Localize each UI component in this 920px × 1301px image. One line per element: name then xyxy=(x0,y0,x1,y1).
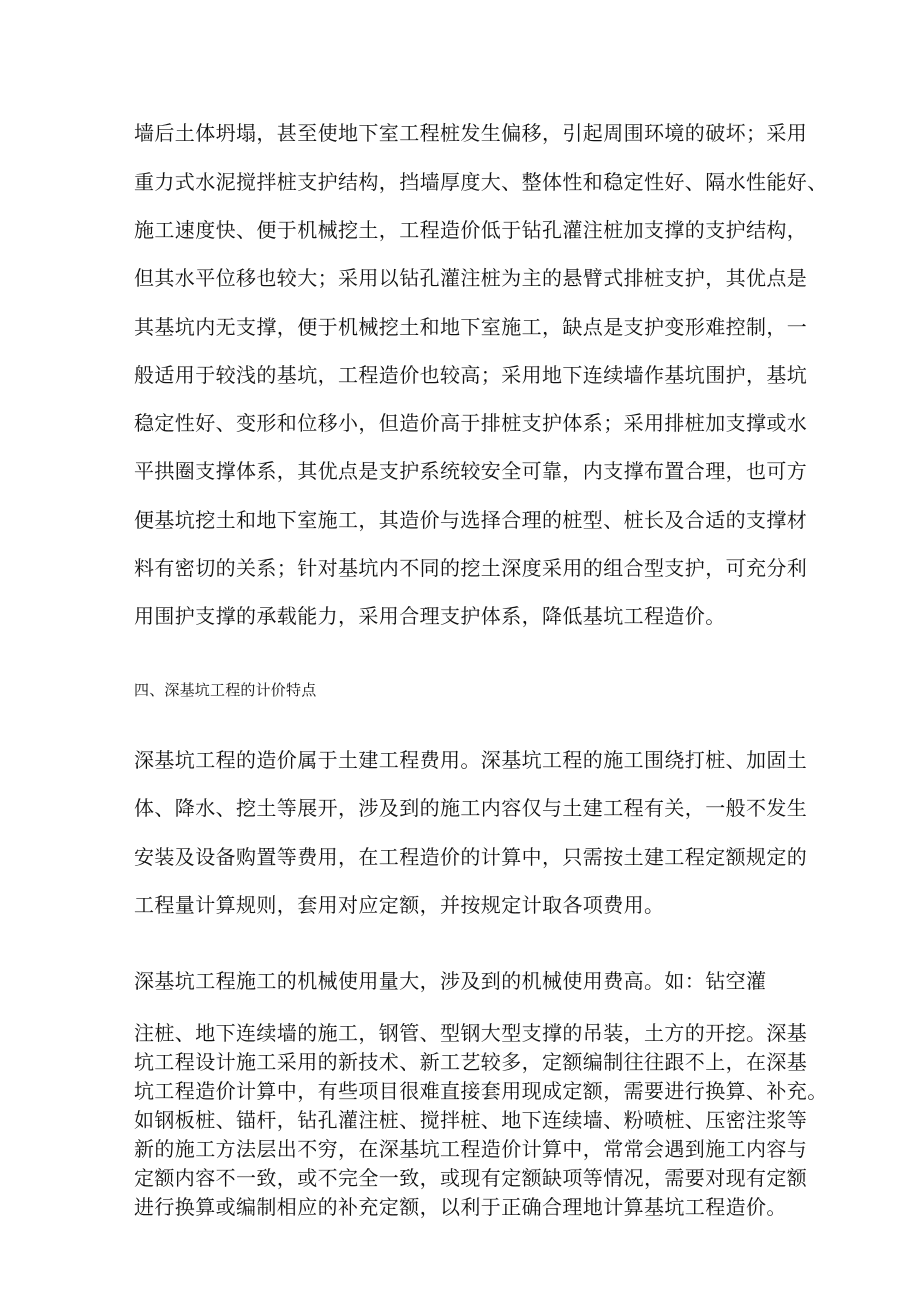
text-line: 坑工程造价计算中，有些项目很难直接套用现成定额，需要进行换算、补充。 xyxy=(134,1079,828,1103)
text-line: 工程量计算规则，套用对应定额，并按规定计取各项费用。 xyxy=(134,893,665,917)
text-line: 深基坑工程施工的机械使用量大，涉及到的机械使用费高。如：钻空灌 xyxy=(134,969,767,993)
text-line: 便基坑挖土和地下室施工，其造价与选择合理的桩型、桩长及合适的支撑材 xyxy=(134,508,808,532)
text-line: 用围护支撑的承载能力，采用合理支护体系，降低基坑工程造价。 xyxy=(134,604,726,628)
section-heading: 四、深基坑工程的计价特点 xyxy=(134,681,317,699)
text-line: 深基坑工程的造价属于土建工程费用。深基坑工程的施工围绕打桩、加固土 xyxy=(134,748,808,772)
text-line: 如钢板桩、锚杆，钻孔灌注桩、搅拌桩、地下连续墙、粉喷桩、压密注浆等 xyxy=(134,1108,808,1132)
text-line: 但其水平位移也较大；采用以钻孔灌注桩为主的悬臂式排桩支护，其优点是 xyxy=(134,266,808,290)
text-line: 料有密切的关系；针对基坑内不同的挖土深度采用的组合型支护，可充分利 xyxy=(134,556,808,580)
text-line: 平拱圈支撑体系，其优点是支护系统较安全可靠，内支撑布置合理，也可方 xyxy=(134,459,808,483)
text-line: 重力式水泥搅拌桩支护结构，挡墙厚度大、整体性和稳定性好、隔水性能好、 xyxy=(134,170,828,194)
text-line: 新的施工方法层出不穷，在深基坑工程造价计算中，常常会遇到施工内容与 xyxy=(134,1137,808,1161)
text-line: 进行换算或编制相应的补充定额，以利于正确合理地计算基坑工程造价。 xyxy=(134,1195,787,1219)
text-line: 体、降水、挖土等展开，涉及到的施工内容仅与土建工程有关，一般不发生 xyxy=(134,796,808,820)
text-line: 定额内容不一致，或不完全一致，或现有定额缺项等情况，需要对现有定额 xyxy=(134,1166,808,1190)
text-line: 坑工程设计施工采用的新技术、新工艺较多，定额编制往往跟不上，在深基 xyxy=(134,1050,808,1074)
text-line: 墙后土体坍塌，甚至使地下室工程桩发生偏移，引起周围环境的破坏；采用 xyxy=(134,121,808,145)
text-line: 施工速度快、便于机械挖土，工程造价低于钻孔灌注桩加支撑的支护结构， xyxy=(134,218,808,242)
text-line: 注桩、地下连续墙的施工，钢管、型钢大型支撑的吊装，土方的开挖。深基 xyxy=(134,1021,808,1045)
text-line: 稳定性好、变形和位移小，但造价高于排桩支护体系；采用排桩加支撑或水 xyxy=(134,411,808,435)
text-line: 安装及设备购置等费用，在工程造价的计算中，只需按土建工程定额规定的 xyxy=(134,845,808,869)
text-line: 般适用于较浅的基坑，工程造价也较高；采用地下连续墙作基坑围护，基坑 xyxy=(134,363,808,387)
text-line: 其基坑内无支撑，便于机械挖土和地下室施工，缺点是支护变形难控制，一 xyxy=(134,315,808,339)
